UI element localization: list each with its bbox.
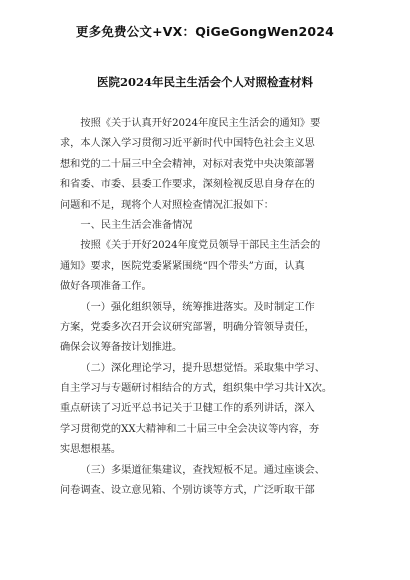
body-line: 求，本人深入学习贯彻习近平新时代中国特色社会主义思: [60, 138, 315, 150]
body-line: 和省委、市委、县委工作要求，深刻检视反思自身存在的: [60, 179, 315, 191]
body-line: 想和党的二十届三中全会精神，对标对表党中央决策部署: [60, 158, 315, 170]
document-body: [60, 114, 364, 501]
subsection-line: （三）多渠道征集建议，查找短板不足。通过座谈会、: [80, 464, 325, 476]
document-title: 医院2024年民主生活会个人对照检查材料: [96, 75, 313, 89]
body-line: 按照《关于开好2024年度党员领导干部民主生活会的: [80, 240, 321, 252]
body-line: 学习贯彻党的XX大精神和二十届三中全会决议等内容，夯: [60, 423, 320, 435]
body-line: 重点研读了习近平总书记关于卫健工作的系列讲话，深入: [60, 403, 315, 415]
body-line: 做好各项准备工作。: [60, 281, 152, 293]
body-line: 自主学习与专题研讨相结合的方式，组织集中学习共计X次。: [60, 383, 333, 395]
body-line: 问卷调查、设立意见箱、个别访谈等方式，广泛听取干部: [60, 485, 315, 497]
body-line: 方案，党委多次召开会议研究部署，明确分管领导责任，: [60, 321, 315, 333]
body-line: 确保会议筹备按计划推进。: [60, 342, 183, 354]
subsection-line: （二）深化理论学习，提升思想觉悟。采取集中学习、: [80, 362, 325, 374]
section-heading: 一、民主生活会准备情况: [80, 219, 193, 231]
body-line: 问题和不足，现将个人对照检查情况汇报如下：: [60, 199, 274, 211]
body-line: 按照《关于认真开好2024年度民主生活会的通知》要: [80, 118, 321, 129]
body-line: 实思想根基。: [60, 444, 122, 456]
subsection-line: （一）强化组织领导，统筹推进落实。及时制定工作: [80, 301, 315, 313]
body-line: 通知》要求，医院党委紧紧围绕“四个带头”方面，认真: [60, 260, 305, 272]
watermark-header: 更多免费公文+VX：QiGeGongWen2024: [75, 24, 335, 39]
